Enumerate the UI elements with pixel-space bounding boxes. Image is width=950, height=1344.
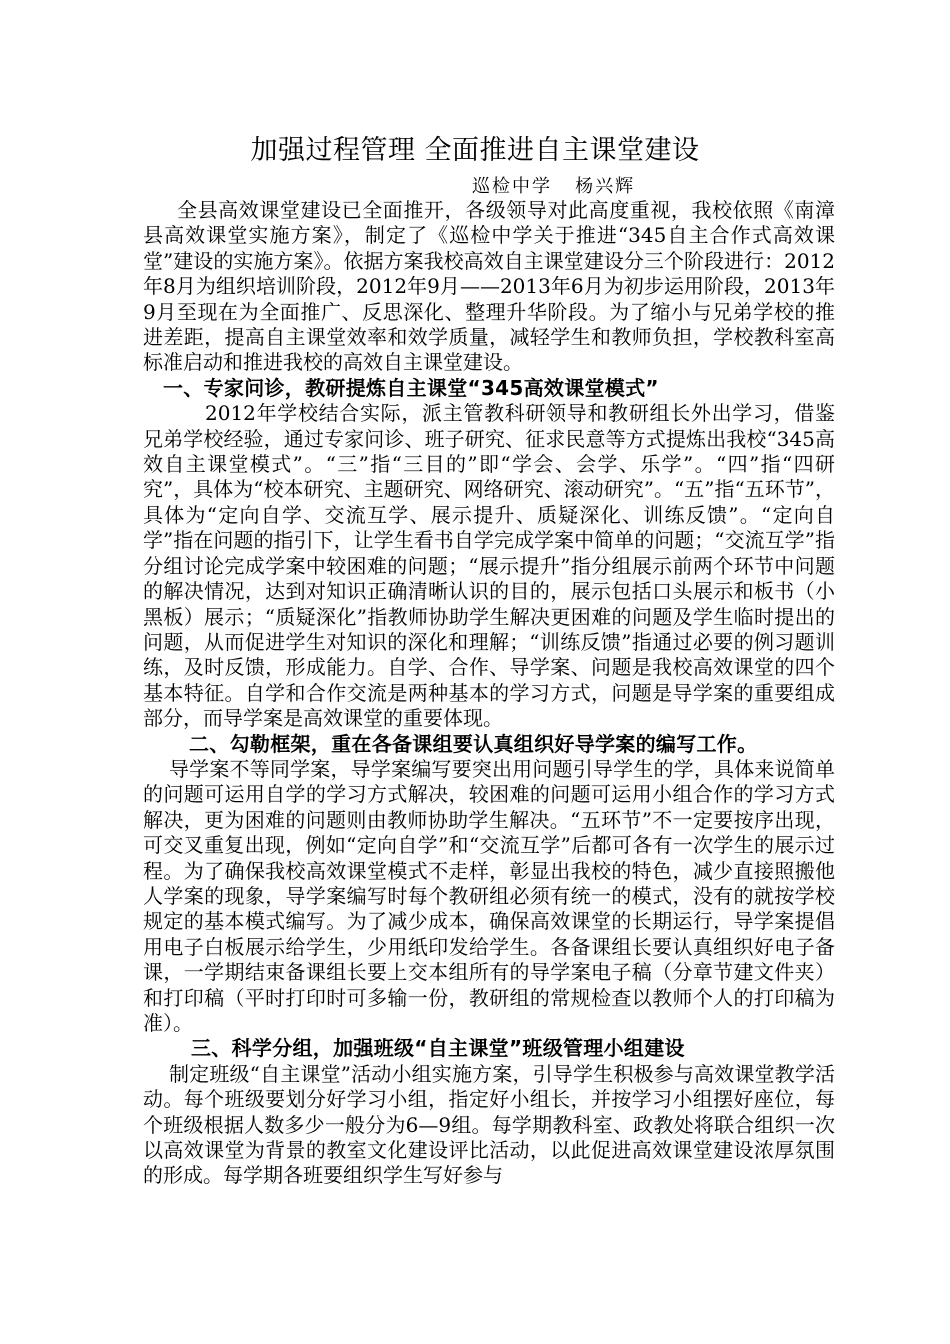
section-heading-1: 一、专家问诊，教研提炼自主课堂“345高效课堂模式”: [163, 375, 659, 400]
intro-paragraph: 全县高效课堂建设已全面推开，各级领导对此高度重视，我校依照《南漳县高效课堂实施方案》，制定了《巡检中学关于推进“345自主合作式高效课堂”建设的实施方案》。依据方案我校高效自主课堂建设分三个阶段进行：2012年8月为组织培训阶段，2012年9月——2013年6月为初步运用阶段，2013年9月至现在为全面推广、反思深化、整理升华阶段。为了缩小与兄弟学校的推进差距，提高自主课堂效率和效学质量，减轻学生和教师负担，学校教科室高标准启动和推进我校的高效自主课堂建设。: [143, 198, 835, 375]
section-paragraph-2: 导学案不等同学案，导学案编写要突出用问题引导学生的学，具体来说简单的问题可运用自学的学习方式解决，较困难的问题可运用小组合作的学习方式解决，更为困难的问题则由教师协助学生解决。“五环节”不一定要按序出现，可交叉重复出现，例如“定向自学”和“交流互学”后都可各有一次学生的展示过程。为了确保我校高效课堂模式不走样，彰显出我校的特色，减少直接照搬他人学案的现象，导学案编写时每个教研组必须有统一的模式，没有的就按学校规定的基本模式编写。为了减少成本，确保高效课堂的长期运行，导学案提倡用电子白板展示给学生，少用纸印发给学生。各备课组长要认真组织好电子备课，一学期结束备课组长要上交本组所有的导学案电子稿（分章节建文件夹）和打印稿（平时打印时可多输一份，教研组的常规检查以教师个人的打印稿为准）。: [143, 756, 835, 1035]
section-heading-3: 三、科学分组，加强班级“自主课堂”班级管理小组建设: [191, 1036, 685, 1061]
section-paragraph-3: 制定班级“自主课堂”活动小组实施方案，引导学生积极参与高效课堂教学活动。每个班级要划分好学习小组，指定好小组长，并按学习小组摆好座位，每个班级根据人数多少一般分为6—9组。每学期教科室、政教处将联合组织一次以高效课堂为背景的教室文化建设评比活动，以此促进高效课堂建设浓厚氛围的形成。每学期各班要组织学生写好参与: [143, 1061, 835, 1188]
document-title: 加强过程管理 全面推进自主课堂建设: [250, 135, 700, 166]
section-heading-2: 二、勾勒框架，重在各备课组要认真组织好导学案的编写工作。: [189, 731, 758, 756]
document-body: [143, 198, 835, 1189]
section-paragraph-1: 2012年学校结合实际，派主管教科研领导和教研组长外出学习，借鉴兄弟学校经验，通过专家问诊、班子研究、征求民意等方式提炼出我校“345高效自主课堂模式”。“三”指“三目的”即“学会、会学、乐学”。“四”指“四研究”，具体为“校本研究、主题研究、网络研究、滚动研究”。“五”指“五环节”，具体为“定向自学、交流互学、展示提升、质疑深化、训练反馈”。“定向自学”指在问题的指引下，让学生看书自学完成学案中简单的问题；“交流互学”指分组讨论完成学案中较困难的问题；“展示提升”指分组展示前两个环节中问题的解决情况，达到对知识正确清晰认识的目的，展示包括口头展示和板书（小黑板）展示；“质疑深化”指教师协助学生解决更困难的问题及学生临时提出的问题，从而促进学生对知识的深化和理解；“训练反馈”指通过必要的例习题训练，及时反馈，形成能力。自学、合作、导学案、问题是我校高效课堂的四个基本特征。自学和合作交流是两种基本的学习方式，问题是导学案的重要组成部分，而导学案是高效课堂的重要体现。: [143, 401, 835, 731]
author-byline: 巡检中学 杨兴辉: [472, 176, 636, 197]
